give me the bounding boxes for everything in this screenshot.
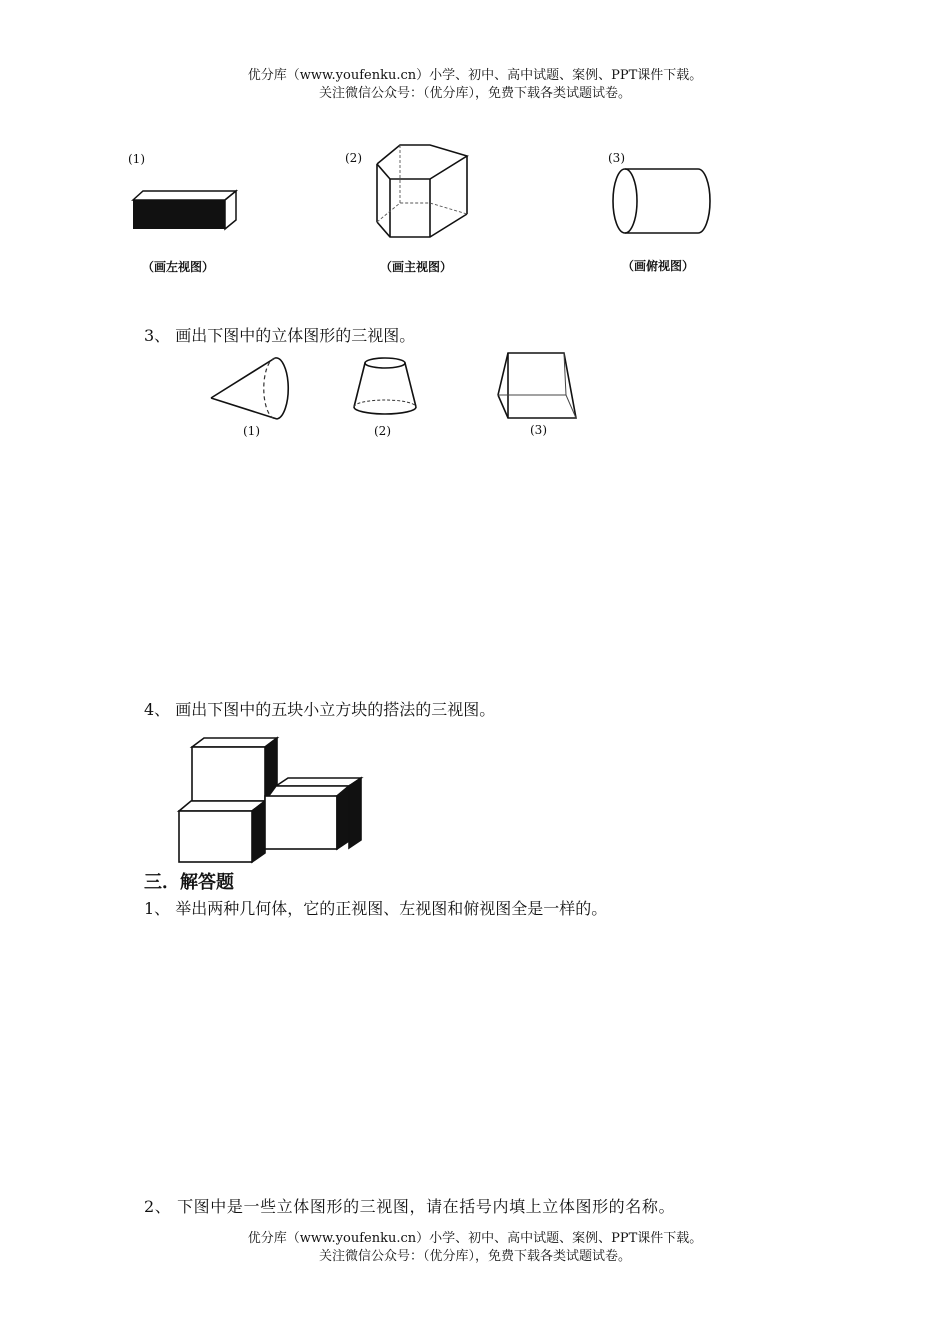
header-line-2: 关注微信公众号：（优分库），免费下载各类试题试卷。: [318, 86, 631, 101]
figure-1-number: (1): [128, 152, 145, 166]
cylinder-icon: [610, 167, 714, 239]
q3-figure-2-number: (2): [374, 424, 391, 438]
pentagonal-prism-icon: [372, 142, 476, 242]
stacked-cubes-icon: [170, 735, 370, 867]
footer-line-1: 优分库（www.youfenku.cn）小学、初中、高中试题、案例、PPT课件下载。: [247, 1231, 703, 1246]
frustum-icon: [350, 355, 420, 417]
figure-2-caption: （画主视图）: [380, 260, 453, 274]
header-line-1: 优分库（www.youfenku.cn）小学、初中、高中试题、案例、PPT课件下载。: [247, 68, 703, 83]
question-3-text: 3、 画出下图中的立体图形的三视图。: [144, 326, 416, 345]
figure-1-caption: （画左视图）: [142, 260, 215, 274]
triangular-prism-icon: [494, 350, 580, 420]
figure-3-number: (3): [608, 151, 625, 165]
section-3-question-1: 1、 举出两种几何体，它的正视图、左视图和俯视图全是一样的。: [144, 899, 608, 918]
footer-line-2: 关注微信公众号：（优分库），免费下载各类试题试卷。: [318, 1249, 631, 1264]
cuboid-icon: [130, 188, 242, 232]
figure-2-number: (2): [345, 151, 362, 165]
cone-icon: [208, 355, 292, 425]
section-3-question-2: 2、 下图中是一些立体图形的三视图，请在括号内填上立体图形的名称。: [144, 1197, 676, 1216]
figure-3-caption: （画俯视图）: [622, 259, 695, 273]
question-4-text: 4、 画出下图中的五块小立方块的搭法的三视图。: [144, 700, 496, 719]
q3-figure-3-number: (3): [530, 423, 547, 437]
section-3-title: 三．解答题: [144, 872, 234, 893]
q3-figure-1-number: (1): [243, 424, 260, 438]
